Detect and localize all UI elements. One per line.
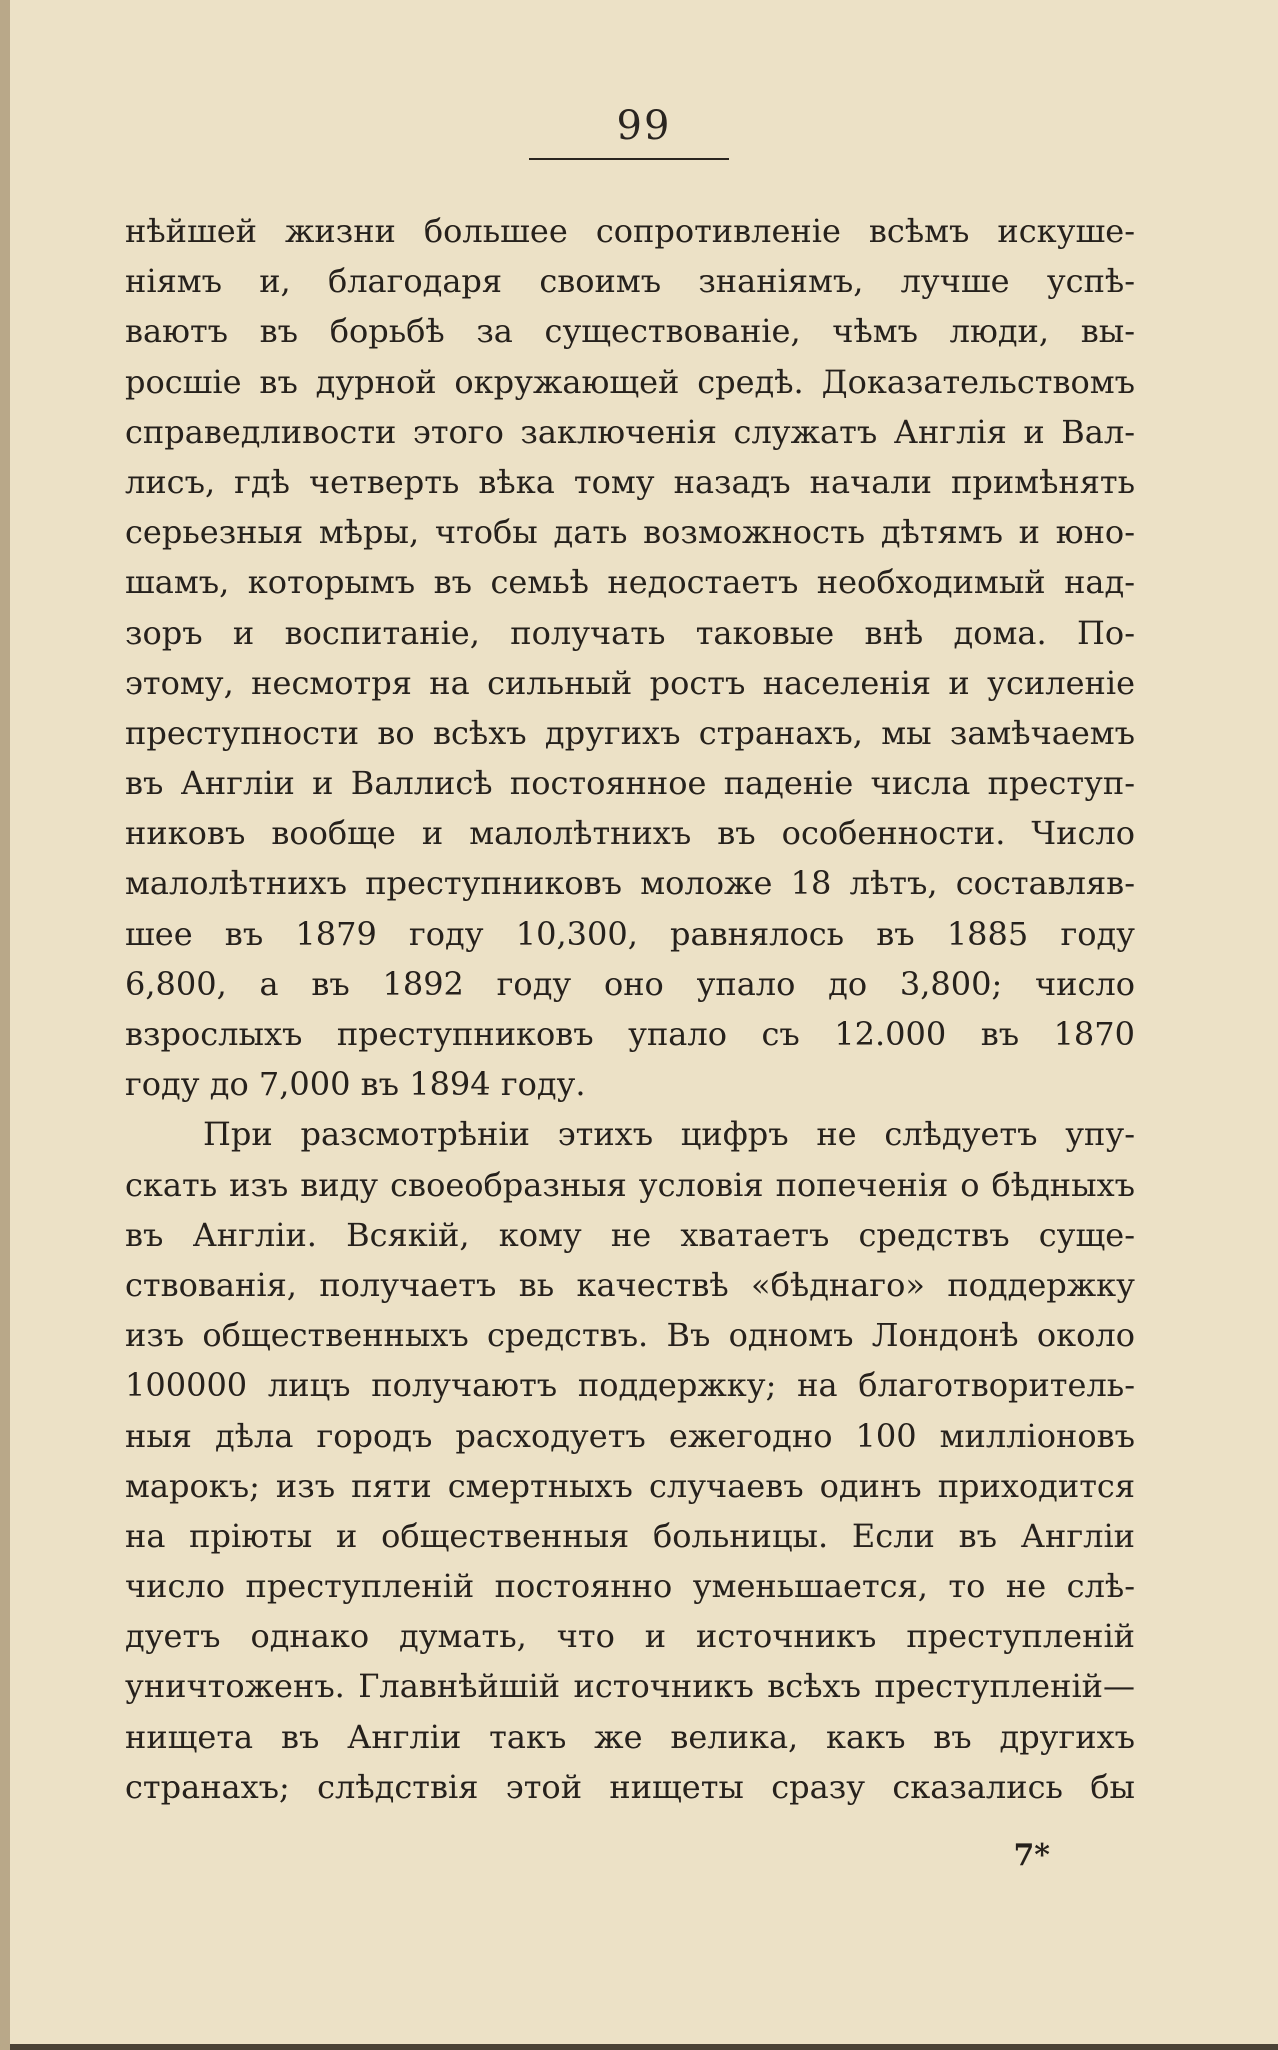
text-line: скать изъ виду своеобразныя условія попеченія о бѣдныхъ — [125, 1165, 1135, 1204]
text-line: ніямъ и, благодаря своимъ знаніямъ, лучше успѣ- — [125, 262, 1135, 301]
text-line: взрослыхъ преступниковъ упало съ 12.000 въ 1870 — [125, 1015, 1135, 1053]
text-line: 100000 лицъ получаютъ поддержку; на благотворитель- — [125, 1366, 1135, 1405]
text-line: въ Англіи и Валлисѣ постоянное паденіе числа преступ- — [125, 764, 1135, 803]
text-line: преступности во всѣхъ другихъ странахъ, мы замѣчаемъ — [125, 713, 1135, 752]
text-line: странахъ; слѣдствія этой нищеты сразу сказались бы — [125, 1767, 1135, 1806]
text-line: ствованія, получаетъ вь качествѣ «бѣднаго» поддержку — [125, 1265, 1135, 1304]
text-line: нищета въ Англіи такъ же велика, какъ въ другихъ — [125, 1717, 1135, 1756]
text-line: 6,800, а въ 1892 году оно упало до 3,800; число — [125, 964, 1135, 1003]
paragraph-end-line: году до 7,000 въ 1894 году. — [125, 1065, 586, 1104]
page-number: 99 — [616, 103, 672, 149]
text-line: этому, несмотря на сильный ростъ населенія и усиленіе — [125, 663, 1135, 702]
text-line: ваютъ въ борьбѣ за существованіе, чѣмъ люди, вы- — [125, 312, 1135, 351]
paragraph-start-line: При разсмотрѣніи этихъ цифръ не слѣдуетъ упу- — [203, 1115, 1135, 1154]
text-line: ныя дѣла городъ расходуетъ ежегодно 100 милліоновъ — [125, 1416, 1135, 1455]
text-line: малолѣтнихъ преступниковъ моложе 18 лѣтъ, составляв- — [125, 864, 1135, 903]
body-text — [125, 206, 1135, 1812]
text-line: зоръ и воспитаніе, получать таковые внѣ дома. По- — [125, 613, 1135, 652]
signature-mark: 7* — [1013, 1838, 1050, 1873]
text-line: серьезныя мѣры, чтобы дать возможность дѣтямъ и юно- — [125, 513, 1135, 552]
text-line: въ Англіи. Всякій, кому не хватаетъ средствъ суще- — [125, 1215, 1135, 1254]
text-line: лисъ, гдѣ четверть вѣка тому назадъ начали примѣнять — [125, 462, 1135, 501]
text-line: дуетъ однако думать, что и источникъ преступленій — [125, 1617, 1135, 1656]
header-rule — [529, 158, 729, 160]
text-line: шамъ, которымъ въ семьѣ недостаетъ необходимый над- — [125, 563, 1135, 602]
text-line: на пріюты и общественныя больницы. Если въ Англіи — [125, 1516, 1135, 1555]
text-line: никовъ вообще и малолѣтнихъ въ особенности. Число — [125, 814, 1135, 853]
text-line: росшіе въ дурной окружающей средѣ. Доказательствомъ — [125, 362, 1135, 401]
text-line: изъ общественныхъ средствъ. Въ одномъ Лондонѣ около — [125, 1316, 1135, 1355]
text-line: нѣйшей жизни большее сопротивленіе всѣмъ искуше- — [125, 212, 1135, 250]
text-line: справедливости этого заключенія служатъ Англія и Вал- — [125, 412, 1135, 451]
text-line: число преступленій постоянно уменьшается, то не слѣ- — [125, 1567, 1135, 1606]
text-line: марокъ; изъ пяти смертныхъ случаевъ одинъ приходится — [125, 1466, 1135, 1505]
text-line: шее въ 1879 году 10,300, равнялось въ 1885 году — [125, 914, 1135, 953]
text-line: уничтоженъ. Главнѣйшій источникъ всѣхъ преступленій— — [125, 1667, 1135, 1706]
